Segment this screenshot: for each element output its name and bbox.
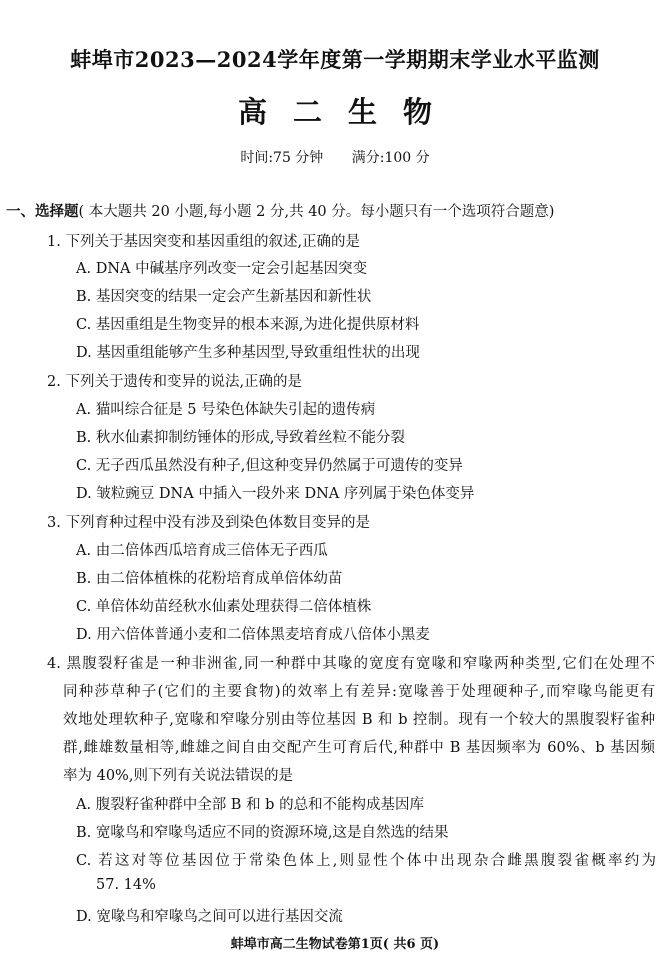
question-option-continuation: 57. 14% — [96, 877, 156, 893]
question-stem-line: 群,雌雄数量相等,雌雄之间自由交配产生可育后代,种群中 B 基因频率为 60%、b 基因频 — [63, 740, 655, 756]
question-option: D. 皱粒豌豆 DNA 中插入一段外来 DNA 序列属于染色体变异 — [76, 486, 475, 502]
question-option: D. 宽喙鸟和窄喙鸟之间可以进行基因交流 — [76, 909, 343, 925]
question-stem-line: 同种莎草种子(它们的主要食物)的效率上有差异:宽喙善于处理硬种子,而窄喙鸟能更有 — [63, 684, 655, 700]
exam-time: 时间:75 分钟 — [240, 150, 324, 166]
exam-score: 满分:100 分 — [351, 150, 430, 166]
question-option: B. 基因突变的结果一定会产生新基因和新性状 — [76, 289, 372, 305]
question-option: C. 单倍体幼苗经秋水仙素处理获得二倍体植株 — [76, 599, 372, 615]
question-option: C. 若这对等位基因位于常染色体上,则显性个体中出现杂合雌黑腹裂雀概率约为 — [76, 853, 656, 869]
page-footer: 蚌埠市高二生物试卷第1页( 共6 页) — [230, 937, 440, 952]
question-stem-line: 效地处理软种子,宽喙和窄喙分别由等位基因 B 和 b 控制。现有一个较大的黑腹裂籽雀种 — [63, 712, 655, 728]
question-option: C. 无子西瓜虽然没有种子,但这种变异仍然属于可遗传的变异 — [76, 458, 463, 474]
question-option: A. 猫叫综合征是 5 号染色体缺失引起的遗传病 — [76, 402, 376, 418]
question-stem: 1. 下列关于基因突变和基因重组的叙述,正确的是 — [47, 234, 361, 250]
question-stem-line: 4. 黑腹裂籽雀是一种非洲雀,同一种群中其喙的宽度有宽喙和窄喙两种类型,它们在处理不 — [47, 656, 655, 672]
question-option: C. 基因重组是生物变异的根本来源,为进化提供原材料 — [76, 317, 420, 333]
question-stem-line: 率为 40%,则下列有关说法错误的是 — [63, 768, 293, 784]
question-option: A. DNA 中碱基序列改变一定会引起基因突变 — [76, 261, 368, 277]
question-option: A. 由二倍体西瓜培育成三倍体无子西瓜 — [76, 543, 328, 559]
question-option: D. 基因重组能够产生多种基因型,导致重组性状的出现 — [76, 345, 420, 361]
exam-meta — [0, 147, 670, 167]
question-option: B. 秋水仙素抑制纺锤体的形成,导致着丝粒不能分裂 — [76, 430, 405, 446]
question-stem: 3. 下列育种过程中没有涉及到染色体数目变异的是 — [47, 515, 370, 531]
question-option: B. 宽喙鸟和窄喙鸟适应不同的资源环境,这是自然选的结果 — [76, 825, 449, 841]
section-title: 一、选择题 — [6, 203, 79, 220]
exam-title: 蚌埠市2023—2024学年度第一学期期末学业水平监测 — [70, 47, 600, 72]
question-stem: 2. 下列关于遗传和变异的说法,正确的是 — [47, 374, 303, 390]
question-option: A. 腹裂籽雀种群中全部 B 和 b 的总和不能构成基因库 — [76, 797, 425, 813]
question-option: D. 用六倍体普通小麦和二倍体黑麦培育成八倍体小黑麦 — [76, 627, 430, 643]
section-instructions: ( 本大题共 20 小题,每小题 2 分,共 40 分。每小题只有一个选项符合题意) — [78, 204, 555, 220]
section-heading — [6, 200, 554, 221]
question-option: B. 由二倍体植株的花粉培育成单倍体幼苗 — [76, 571, 343, 587]
subject-title: 高二生物 — [237, 95, 458, 129]
